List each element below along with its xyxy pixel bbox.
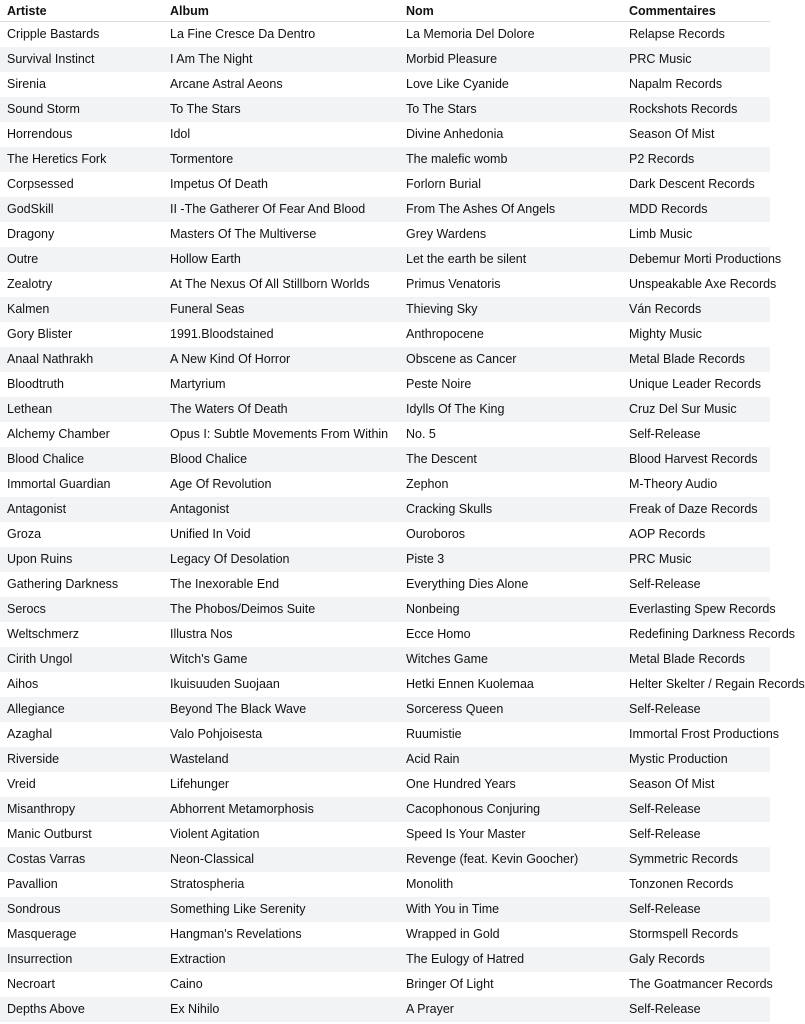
cell-comments: Debemur Morti Productions [629,252,782,266]
cell-name: Divine Anhedonia [406,127,504,141]
table-row[interactable] [0,122,770,147]
cell-artist: Masquerage [7,927,77,941]
table-row[interactable] [0,922,770,947]
table-row[interactable] [0,172,770,197]
cell-comments: Metal Blade Records [629,652,746,666]
table-row[interactable] [0,597,776,622]
cell-album: Illustra Nos [170,627,233,641]
cell-album: Arcane Astral Aeons [170,77,283,91]
cell-album: Neon-Classical [170,852,255,866]
cell-name: Love Like Cyanide [406,77,509,91]
table-row[interactable] [0,697,770,722]
cell-artist: Anaal Nathrakh [7,352,94,366]
cell-name: Nonbeing [406,602,460,616]
cell-comments: Symmetric Records [629,852,739,866]
cell-name: Wrapped in Gold [406,927,500,941]
cell-artist: Gathering Darkness [7,577,119,591]
table-row[interactable] [0,397,770,422]
cell-artist: Horrendous [7,127,73,141]
table-body [0,22,805,1024]
cell-album: At The Nexus Of All Stillborn Worlds [170,277,370,291]
cell-album: Something Like Serenity [170,902,306,916]
cell-name: Hetki Ennen Kuolemaa [406,677,534,691]
table-row[interactable] [0,522,770,547]
cell-album: La Fine Cresce Da Dentro [170,27,316,41]
cell-album: Violent Agitation [170,827,260,841]
cell-comments: Mystic Production [629,752,728,766]
cell-name: La Memoria Del Dolore [406,27,535,41]
cell-album: Ex Nihilo [170,1002,220,1016]
cell-name: Let the earth be silent [406,252,527,266]
cell-album: 1991.Bloodstained [170,327,274,341]
cell-comments: Self-Release [629,1002,701,1016]
table-row[interactable] [0,297,770,322]
cell-artist: Weltschmerz [7,627,80,641]
cell-comments: Limb Music [629,227,693,241]
cell-album: Stratospheria [170,877,245,891]
table-row[interactable] [0,447,770,472]
cell-name: Cacophonous Conjuring [406,802,541,816]
cell-name: Anthropocene [406,327,484,341]
table-row[interactable] [0,772,770,797]
cell-album: Ikuisuuden Suojaan [170,677,280,691]
table-row[interactable] [0,22,770,47]
table-row[interactable] [0,947,770,972]
table-row[interactable] [0,672,805,697]
cell-album: Unified In Void [170,527,251,541]
cell-name: Obscene as Cancer [406,352,517,366]
cell-album: II -The Gatherer Of Fear And Blood [170,202,366,216]
cell-name: Sorceress Queen [406,702,504,716]
cell-name: The Eulogy of Hatred [406,952,525,966]
cell-artist: Vreid [7,777,36,791]
table-row[interactable] [0,47,770,72]
cell-name: Zephon [406,477,449,491]
cell-album: Tormentore [170,152,234,166]
table-row[interactable] [0,872,770,897]
cell-artist: Immortal Guardian [7,477,111,491]
cell-artist: Sondrous [7,902,61,916]
cell-artist: Depths Above [7,1002,85,1016]
cell-artist: Gory Blister [7,327,73,341]
table-row[interactable] [0,197,770,222]
cell-artist: The Heretics Fork [7,152,107,166]
table-header [0,0,770,22]
cell-name: Peste Noire [406,377,472,391]
table-row[interactable] [0,472,770,497]
cell-name: One Hundred Years [406,777,516,791]
cell-comments: Self-Release [629,427,701,441]
cell-comments: P2 Records [629,152,695,166]
cell-comments: Self-Release [629,902,701,916]
cell-artist: Bloodtruth [7,377,64,391]
cell-comments: PRC Music [629,52,692,66]
table-row[interactable] [0,747,770,772]
cell-artist: Misanthropy [7,802,76,816]
cell-album: Caino [170,977,203,991]
cell-comments: PRC Music [629,552,692,566]
cell-comments: Napalm Records [629,77,723,91]
cell-name: No. 5 [406,427,436,441]
cell-comments: Season Of Mist [629,127,715,141]
table-row[interactable] [0,622,796,647]
cell-artist: Groza [7,527,42,541]
cell-name: Everything Dies Alone [406,577,529,591]
cell-comments: MDD Records [629,202,708,216]
cell-artist: GodSkill [7,202,54,216]
cell-artist: Sound Storm [7,102,80,116]
cell-artist: Costas Varras [7,852,86,866]
cell-artist: Antagonist [7,502,67,516]
cell-artist: Cripple Bastards [7,27,100,41]
cell-comments: Stormspell Records [629,927,739,941]
cell-comments: Tonzonen Records [629,877,734,891]
table-row[interactable] [0,422,770,447]
cell-artist: Outre [7,252,39,266]
cell-comments: Rockshots Records [629,102,738,116]
cell-comments: AOP Records [629,527,706,541]
cell-artist: Pavallion [7,877,58,891]
cell-artist: Dragony [7,227,55,241]
table-row[interactable] [0,847,770,872]
table-row[interactable] [0,147,770,172]
table-row[interactable] [0,997,770,1022]
cell-artist: Survival Instinct [7,52,95,66]
cell-album: The Inexorable End [170,577,280,591]
table-row[interactable] [0,722,780,747]
cell-comments: Self-Release [629,577,701,591]
cell-name: To The Stars [406,102,477,116]
cell-artist: Allegiance [7,702,65,716]
cell-name: Ecce Homo [406,627,471,641]
table-row[interactable] [0,372,770,397]
cell-artist: Zealotry [7,277,53,291]
cell-album: Extraction [170,952,226,966]
cell-artist: Aihos [7,677,39,691]
cell-album: Funeral Seas [170,302,245,316]
cell-name: Witches Game [406,652,488,666]
table-row[interactable] [0,572,770,597]
cell-comments: Cruz Del Sur Music [629,402,737,416]
cell-comments: Galy Records [629,952,705,966]
cell-name: Idylls Of The King [406,402,505,416]
column-header-album[interactable]: Album [170,3,209,18]
table-row[interactable] [0,547,770,572]
column-header-artist[interactable]: Artiste [7,3,47,18]
cell-album: Wasteland [170,752,229,766]
table-row[interactable] [0,797,770,822]
cell-name: Piste 3 [406,552,445,566]
cell-name: Grey Wardens [406,227,487,241]
table-row[interactable] [0,897,770,922]
cell-comments: Redefining Darkness Records [629,627,796,641]
cell-artist: Insurrection [7,952,73,966]
cell-album: Valo Pohjoisesta [170,727,263,741]
cell-comments: Blood Harvest Records [629,452,758,466]
cell-comments: Immortal Frost Productions [629,727,780,741]
cell-name: Ruumistie [406,727,462,741]
cell-comments: Self-Release [629,827,701,841]
cell-comments: Self-Release [629,802,701,816]
cell-name: With You in Time [406,902,500,916]
cell-comments: Everlasting Spew Records [629,602,776,616]
cell-album: Abhorrent Metamorphosis [170,802,314,816]
cell-album: Antagonist [170,502,230,516]
cell-album: Hangman's Revelations [170,927,302,941]
cell-comments: Relapse Records [629,27,725,41]
cell-artist: Riverside [7,752,60,766]
table-row[interactable] [0,322,770,347]
cell-artist: Manic Outburst [7,827,92,841]
cell-name: Bringer Of Light [406,977,494,991]
cell-name: A Prayer [406,1002,454,1016]
cell-artist: Necroart [7,977,55,991]
cell-name: The Descent [406,452,477,466]
cell-comments: Season Of Mist [629,777,715,791]
cell-album: Lifehunger [170,777,230,791]
cell-comments: Self-Release [629,702,701,716]
cell-name: Primus Venatoris [406,277,501,291]
cell-artist: Lethean [7,402,53,416]
table-row[interactable] [0,347,770,372]
cell-comments: Metal Blade Records [629,352,746,366]
cell-name: Ouroboros [406,527,466,541]
cell-artist: Upon Ruins [7,552,73,566]
cell-album: The Phobos/Deimos Suite [170,602,316,616]
cell-name: Cracking Skulls [406,502,493,516]
table-row[interactable] [0,247,782,272]
table-row[interactable] [0,97,770,122]
cell-comments: Unique Leader Records [629,377,762,391]
cell-album: Witch's Game [170,652,248,666]
cell-album: The Waters Of Death [170,402,288,416]
cell-artist: Blood Chalice [7,452,85,466]
cell-name: Speed Is Your Master [406,827,526,841]
cell-name: Morbid Pleasure [406,52,498,66]
cell-album: I Am The Night [170,52,253,66]
cell-comments: Dark Descent Records [629,177,755,191]
table-row[interactable] [0,497,770,522]
cell-album: A New Kind Of Horror [170,352,291,366]
cell-artist: Alchemy Chamber [7,427,110,441]
cell-album: Idol [170,127,191,141]
cell-album: Opus I: Subtle Movements From Within [170,427,389,441]
table-row[interactable] [0,822,770,847]
cell-artist: Sirenia [7,77,46,91]
cell-album: Hollow Earth [170,252,241,266]
cell-album: Masters Of The Multiverse [170,227,317,241]
cell-name: Monolith [406,877,454,891]
table-row[interactable] [0,647,770,672]
cell-artist: Kalmen [7,302,50,316]
cell-name: Thieving Sky [406,302,478,316]
cell-comments: The Goatmancer Records [629,977,773,991]
column-header-name[interactable]: Nom [406,3,434,18]
cell-comments: Ván Records [629,302,702,316]
cell-artist: Cirith Ungol [7,652,73,666]
cell-name: The malefic womb [406,152,508,166]
cell-artist: Serocs [7,602,46,616]
cell-comments: Unspeakable Axe Records [629,277,777,291]
cell-name: Revenge (feat. Kevin Goocher) [406,852,579,866]
cell-comments: Helter Skelter / Regain Records [629,677,805,691]
cell-name: Forlorn Burial [406,177,482,191]
table-row[interactable] [0,222,770,247]
cell-album: To The Stars [170,102,241,116]
cell-name: Acid Rain [406,752,460,766]
cell-album: Age Of Revolution [170,477,272,491]
cell-album: Martyrium [170,377,226,391]
cell-album: Legacy Of Desolation [170,552,290,566]
table-row[interactable] [0,72,770,97]
cell-artist: Corpsessed [7,177,74,191]
column-header-comments[interactable]: Commentaires [629,3,716,18]
cell-comments: Freak of Daze Records [629,502,758,516]
table-row[interactable] [0,272,777,297]
cell-album: Impetus Of Death [170,177,268,191]
cell-comments: Mighty Music [629,327,702,341]
cell-comments: M-Theory Audio [629,477,718,491]
cell-album: Beyond The Black Wave [170,702,307,716]
cell-artist: Azaghal [7,727,53,741]
table-row[interactable] [0,972,773,997]
cell-name: From The Ashes Of Angels [406,202,556,216]
cell-album: Blood Chalice [170,452,248,466]
